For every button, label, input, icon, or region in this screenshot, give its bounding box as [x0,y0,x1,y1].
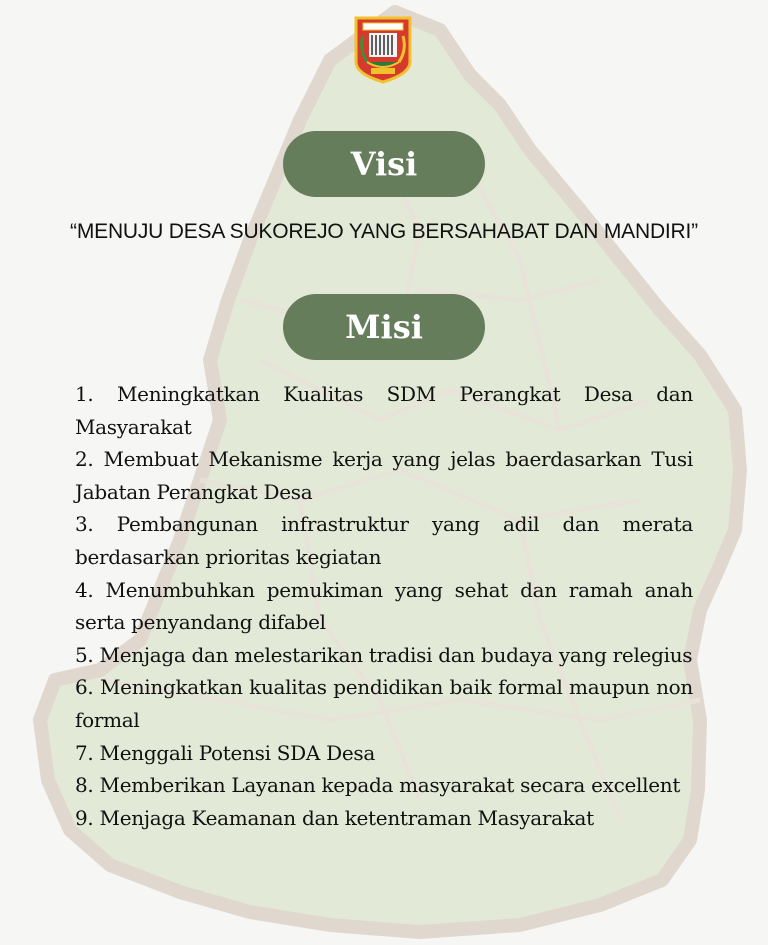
regency-coat-of-arms-icon [353,16,413,84]
misi-item: 5. Menjaga dan melestarikan tradisi dan budaya yang relegius [75,642,693,667]
misi-item: 3. Pembangunan infrastruktur yang adil dan merata berdasarkan prioritas kegiatan [75,512,693,569]
visi-statement: “MENUJU DESA SUKOREJO YANG BERSAHABAT DAN MANDIRI” [70,220,698,243]
misi-item: 1. Meningkatkan Kualitas SDM Perangkat Desa dan Masyarakat [75,382,693,439]
visi-heading: Visi [283,131,485,197]
misi-item: 4. Menumbuhkan pemukiman yang sehat dan ramah anah serta penyandang difabel [75,577,693,635]
misi-item: 9. Menjaga Keamanan dan ketentraman Masyarakat [75,805,594,830]
misi-item: 6. Meningkatkan kualitas pendidikan baik formal maupun non formal [75,675,693,732]
misi-item: 8. Memberikan Layanan kepada masyarakat secara excellent [75,773,681,798]
misi-heading: Misi [283,294,485,360]
misi-item: 2. Membuat Mekanisme kerja yang jelas baerdasarkan Tusi Jabatan Perangkat Desa [75,447,693,504]
misi-item: 7. Menggali Potensi SDA Desa [75,740,375,765]
misi-list [75,378,693,834]
